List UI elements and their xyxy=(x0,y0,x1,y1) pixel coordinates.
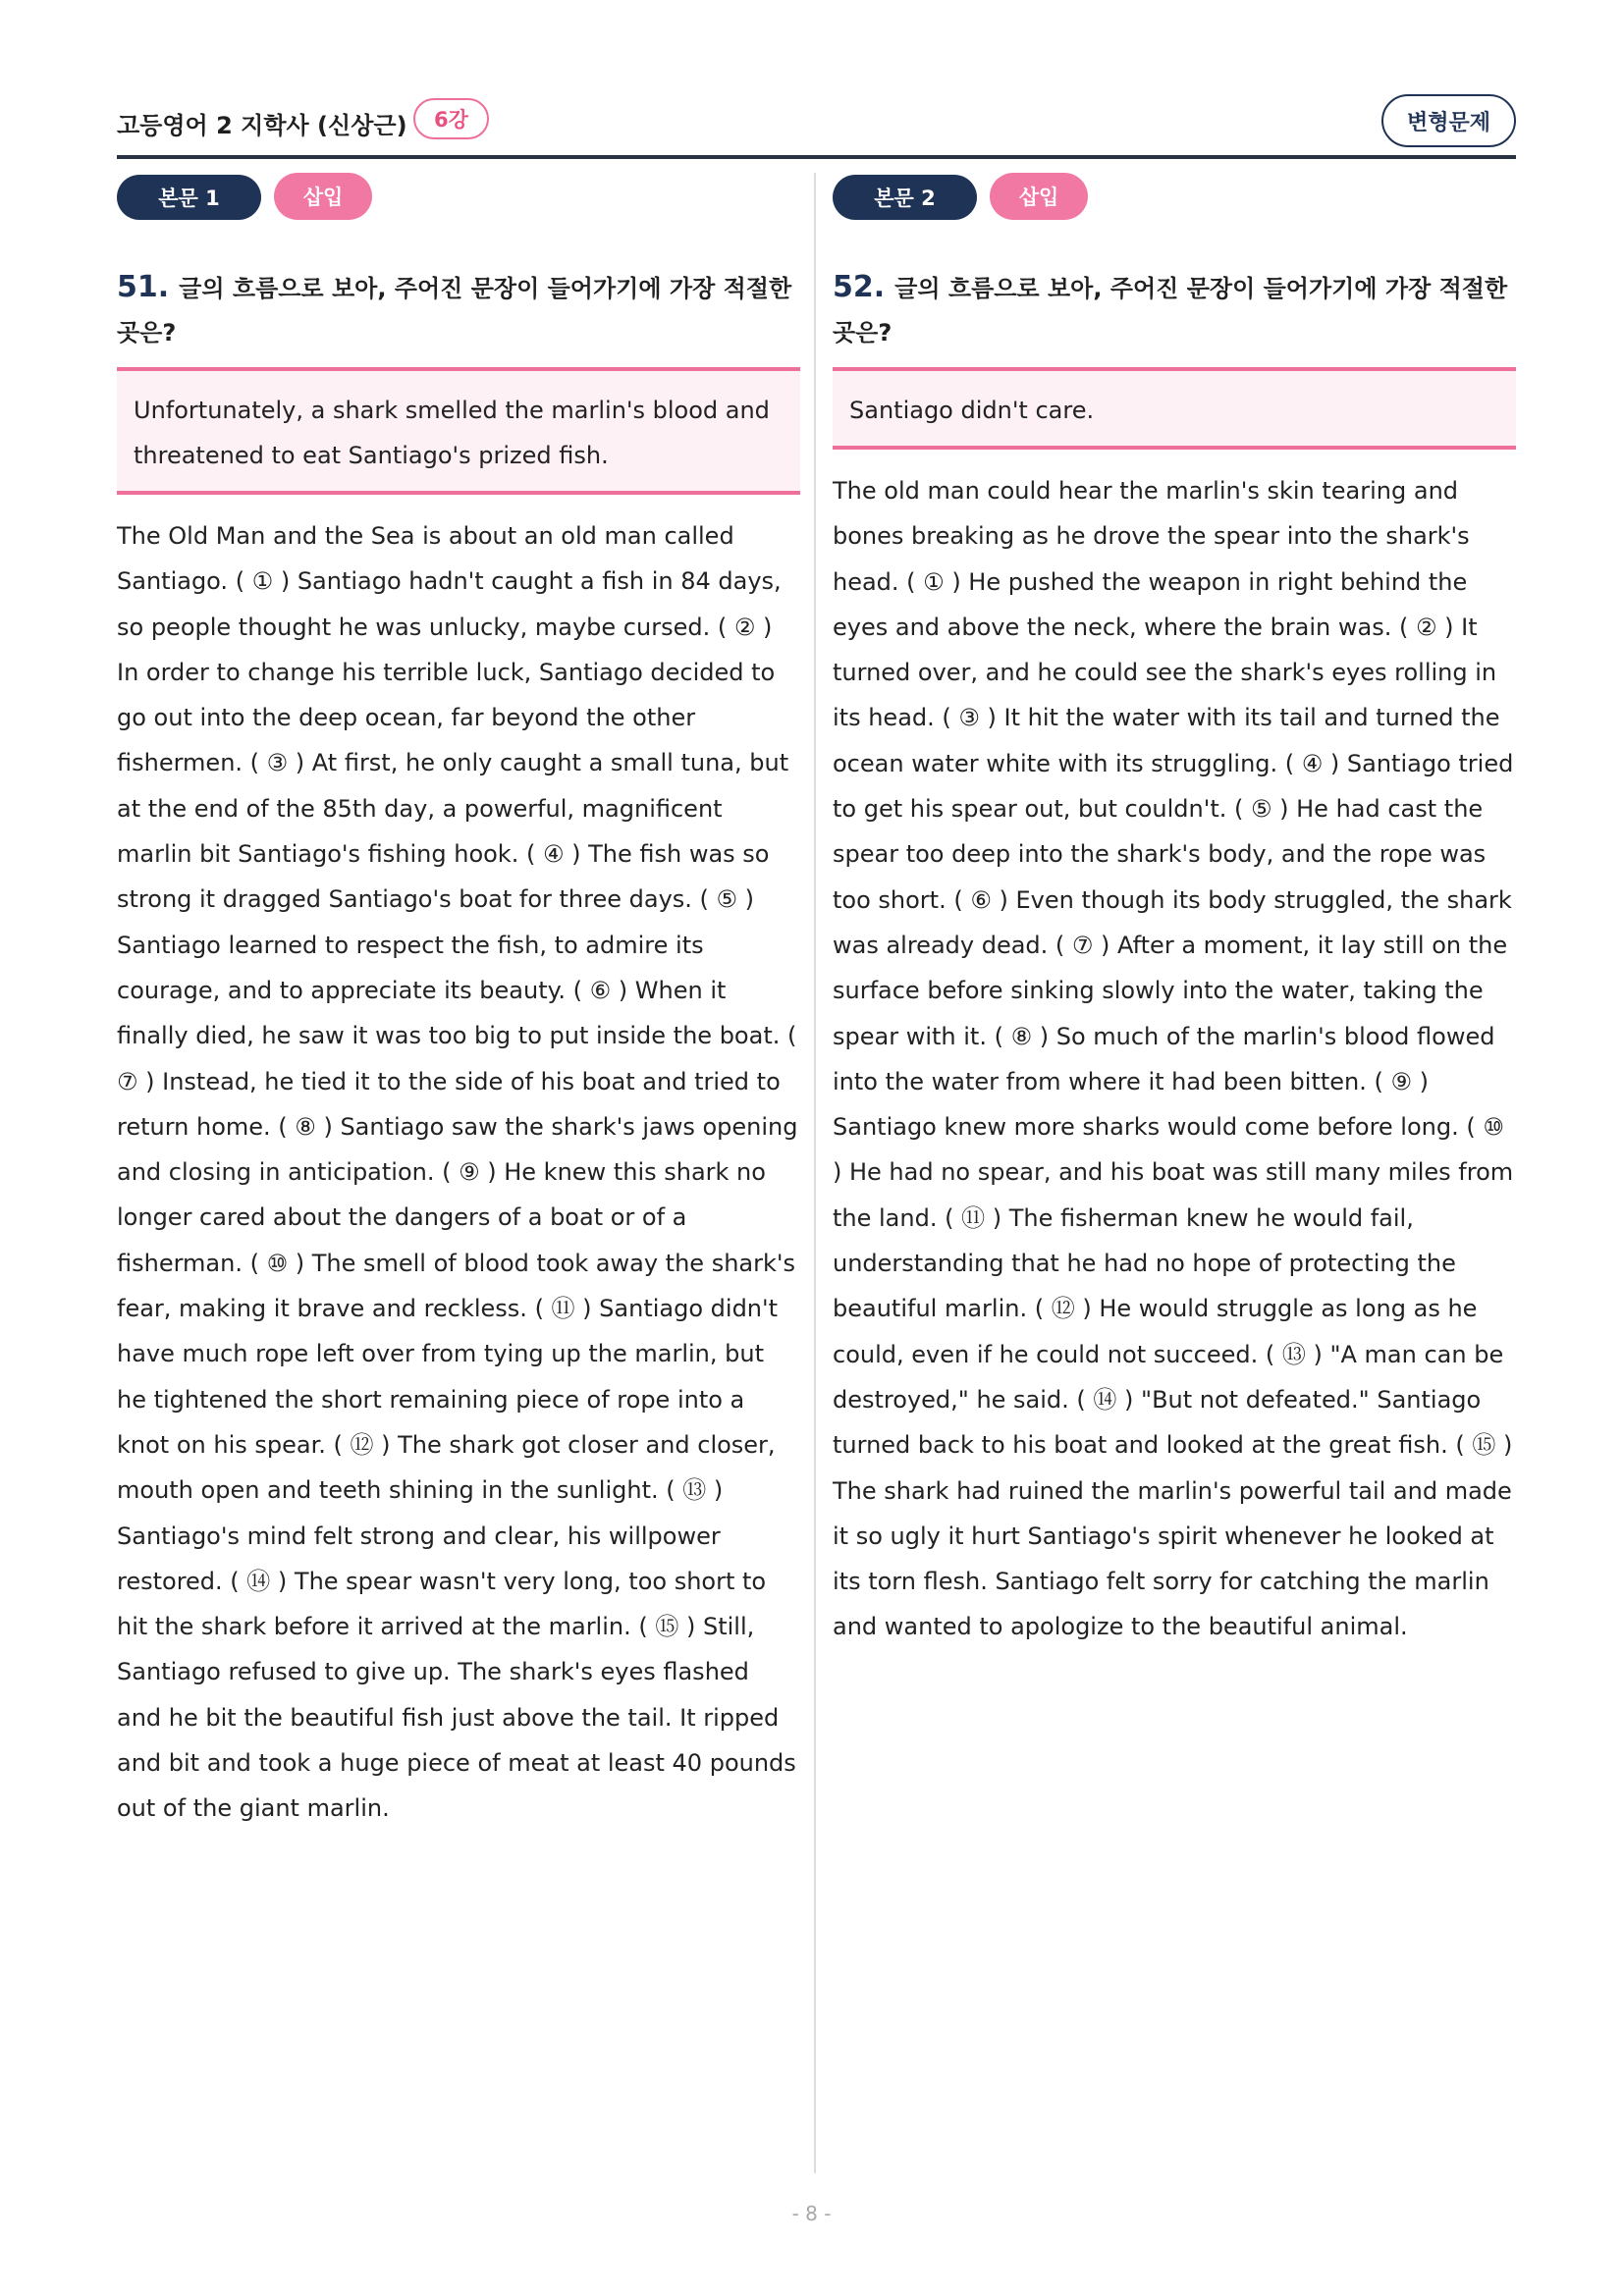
question-prompt xyxy=(833,265,1516,355)
given-sentence: Santiago didn't care. xyxy=(849,397,1095,424)
question-type-tag: 삽입 xyxy=(990,173,1088,220)
left-column xyxy=(117,173,800,1832)
text-number-tag: 본문 2 xyxy=(833,175,977,220)
lesson-badge: 6강 xyxy=(413,98,489,139)
given-sentence: Unfortunately, a shark smelled the marlin's blood and threatened to eat Santiago's prized fish. xyxy=(134,397,770,469)
question-tags xyxy=(833,173,1516,220)
question-text: 글의 흐름으로 보아, 주어진 문장이 들어가기에 가장 적절한 곳은? xyxy=(833,275,1508,347)
question-number: 52. xyxy=(833,270,886,304)
question-type-badge: 변형문제 xyxy=(1381,94,1516,147)
given-sentence-box xyxy=(117,367,800,495)
passage-text: The Old Man and the Sea is about an old man called Santiago. ( ① ) Santiago hadn't caught a fish in 84 days, so people thought he was unlucky, maybe cursed. ( ② ) In order to change his terrible luck, Santiago decided to go out into the deep ocean, far beyond the other fishermen. ( ③ ) At first, he only caught a small tuna, but at the end of the 85th day, a powerful, magnificent marlin bit Santiago's fishing hook. ( ④ ) The fish was so strong it dragged Santiago's boat for three days. ( ⑤ ) Santiago learned to respect the fish, to admire its courage, and to appreciate its beauty. ( ⑥ ) When it finally died, he saw it was too big to put inside the boat. ( ⑦ ) Instead, he tied it to the side of his boat and tried to return home. ( ⑧ ) Santiago saw the shark's jaws opening and closing in anticipation. ( ⑨ ) He knew this shark no longer cared about the dangers of a boat or of a fisherman. ( ⑩ ) The smell of blood took away the shark's fear, making it brave and reckless. ( ⑪ ) Santiago didn't have much rope left over from tying up the marlin, but he tightened the short remaining piece of rope into a knot on his spear. ( ⑫ ) The shark got closer and closer, mouth open and teeth shining in the sunlight. ( ⑬ ) Santiago's mind felt strong and clear, his willpower restored. ( ⑭ ) The spear wasn't very long, too short to hit the shark before it arrived at the marlin. ( ⑮ ) Still, Santiago refused to give up. The shark's eyes flashed and he bit the beautiful fish just above the tail. It ripped and bit and took a huge piece of meat at least 40 pounds out of the giant marlin. xyxy=(117,522,798,1823)
question-type-tag: 삽입 xyxy=(274,173,372,220)
right-column xyxy=(833,173,1516,1650)
passage-text: The old man could hear the marlin's skin tearing and bones breaking as he drove the spear into the shark's head. ( ① ) He pushed the weapon in right behind the eyes and above the neck, where the brain was. ( ② ) It turned over, and he could see the shark's eyes rolling in its head. ( ③ ) It hit the water with its tail and turned the ocean water white with its struggling. ( ④ ) Santiago tried to get his spear out, but couldn't. ( ⑤ ) He had cast the spear too deep into the shark's body, and the rope was too short. ( ⑥ ) Even though its body struggled, the shark was already dead. ( ⑦ ) After a moment, it lay still on the surface before sinking slowly into the water, taking the spear with it. ( ⑧ ) So much of the marlin's blood flowed into the water from where it had been bitten. ( ⑨ ) Santiago knew more sharks would come before long. ( ⑩ ) He had no spear, and his boat was still many miles from the land. ( ⑪ ) The fisherman knew he would fail, understanding that he had no hope of protecting the beautiful marlin. ( ⑫ ) He would struggle as long as he could, even if he could not succeed. ( ⑬ ) "A man can be destroyed," he said. ( ⑭ ) "But not defeated." Santiago turned back to his boat and looked at the great fish. ( ⑮ ) The shark had ruined the marlin's powerful tail and made it so ugly it hurt Santiago's spirit whenever he looked at its torn flesh. Santiago felt sorry for catching the marlin and wanted to apologize to the beautiful animal. xyxy=(833,477,1514,1641)
question-text: 글의 흐름으로 보아, 주어진 문장이 들어가기에 가장 적절한 곳은? xyxy=(117,275,792,347)
question-prompt xyxy=(117,265,800,355)
text-number-tag: 본문 1 xyxy=(117,175,261,220)
page-header xyxy=(117,94,1516,157)
header-divider xyxy=(117,155,1516,159)
book-title: 고등영어 2 지학사 (신상근) xyxy=(117,112,407,139)
question-tags xyxy=(117,173,800,220)
column-divider xyxy=(814,173,816,2173)
given-sentence-box xyxy=(833,367,1516,450)
question-number: 51. xyxy=(117,270,170,304)
page-number: - 8 - xyxy=(791,2202,832,2225)
